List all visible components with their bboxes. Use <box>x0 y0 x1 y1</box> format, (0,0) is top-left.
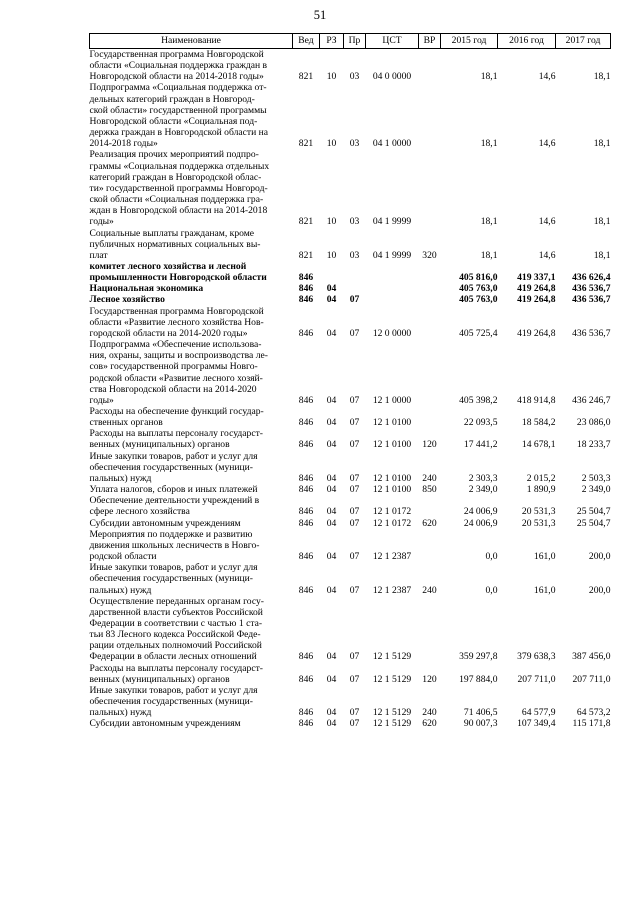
cell-cst <box>366 283 419 294</box>
cell-2017: 207 711,0 <box>572 673 611 685</box>
cell-ved: 846 <box>298 551 314 563</box>
cell-2016: 418 914,8 <box>517 394 556 406</box>
cell-name-line: сов» государственной программы Новго- <box>89 361 258 373</box>
cell-vr <box>419 306 441 339</box>
cell-name-line: публичных нормативных социальных вы- <box>89 238 261 250</box>
cell-name-line: пальных) нужд <box>89 707 152 719</box>
cell-cst: 12 1 0100 <box>372 484 412 496</box>
cell-pr: 03 <box>349 71 360 83</box>
table-row <box>90 718 611 729</box>
cell-2017: 387 456,0 <box>572 651 611 663</box>
cell-name-line: годы» <box>89 394 114 406</box>
cell-rz: 04 <box>326 417 337 429</box>
cell-2017: 436 536,7 <box>572 294 611 306</box>
cell-name-line: держка граждан в Новгородской области на <box>89 127 269 139</box>
cell-cst <box>366 261 419 283</box>
cell-cst: 04 0 0000 <box>372 71 412 83</box>
cell-ved: 821 <box>298 216 314 228</box>
cell-rz: 04 <box>326 584 337 596</box>
cell-2016: 419 264,8 <box>517 294 556 306</box>
table-row <box>90 685 611 718</box>
cell-ved: 846 <box>298 718 314 730</box>
cell-2015: 405 398,2 <box>459 394 498 406</box>
cell-vr <box>419 49 441 83</box>
cell-2017: 115 171,8 <box>572 718 611 730</box>
cell-name-line: ской области «Социальная поддержка гра- <box>89 194 264 206</box>
table-row <box>90 663 611 685</box>
cell-ved: 821 <box>298 71 314 83</box>
cell-2016: 1 890,9 <box>526 484 556 496</box>
cell-name-line: дарственной власти субъектов Российской <box>89 606 263 618</box>
cell-pr <box>344 283 366 294</box>
cell-2017: 436 536,7 <box>572 327 611 339</box>
cell-rz: 04 <box>326 707 337 719</box>
cell-2016: 419 264,8 <box>517 327 556 339</box>
cell-ved: 846 <box>298 272 314 284</box>
cell-vr: 120 <box>422 673 437 685</box>
cell-name-line: Уплата налогов, сборов и иных платежей <box>89 484 258 496</box>
cell-2017: 18,1 <box>593 216 611 228</box>
cell-2015: 2 349,0 <box>468 484 498 496</box>
cell-2015: 24 006,9 <box>463 506 498 518</box>
cell-cst: 04 1 9999 <box>372 249 412 261</box>
cell-2016: 20 531,3 <box>521 517 556 529</box>
cell-2015: 0,0 <box>485 551 498 563</box>
cell-name <box>90 529 293 562</box>
cell-name <box>90 663 293 685</box>
cell-2016: 419 337,1 <box>517 272 556 284</box>
cell-2017: 23 086,0 <box>576 417 611 429</box>
cell-pr: 07 <box>349 707 360 719</box>
cell-rz: 04 <box>326 327 337 339</box>
cell-name-line: Мероприятия по поддержке и развитию <box>89 528 253 540</box>
cell-2016: 107 349,4 <box>517 718 556 730</box>
cell-vr: 240 <box>422 472 437 484</box>
cell-2015: 22 093,5 <box>463 417 498 429</box>
cell-name-line: комитет лесного хозяйства и лесной <box>89 260 247 272</box>
cell-cst: 12 1 2387 <box>372 584 412 596</box>
cell-2017: 436 536,7 <box>572 283 611 295</box>
cell-ved: 846 <box>298 506 314 518</box>
cell-2016: 379 638,3 <box>517 651 556 663</box>
cell-ved: 846 <box>298 394 314 406</box>
table-row <box>90 529 611 562</box>
cell-cst: 12 1 5129 <box>372 651 412 663</box>
cell-name-line: Субсидии автономным учреждениям <box>89 517 241 529</box>
cell-name-line: Расходы на выплаты персоналу государст- <box>89 428 263 440</box>
cell-ved: 846 <box>298 327 314 339</box>
cell-2017: 200,0 <box>588 551 611 563</box>
cell-name-line: дельных категорий граждан в Новгород- <box>89 93 255 105</box>
cell-name-line: Лесное хозяйство <box>89 294 165 306</box>
cell-name-line: Иные закупки товаров, работ и услуг для <box>89 684 258 696</box>
cell-cst: 12 1 0000 <box>372 394 412 406</box>
cell-name <box>90 294 293 305</box>
cell-name-line: области «Развитие лесного хозяйства Нов- <box>89 316 264 328</box>
cell-rz: 04 <box>326 472 337 484</box>
header-name: Наименование <box>90 34 293 49</box>
cell-name-line: Подпрограмма «Обеспечение использова- <box>89 339 262 351</box>
table-row <box>90 339 611 406</box>
cell-pr: 07 <box>349 584 360 596</box>
table-row <box>90 149 611 227</box>
cell-2016: 161,0 <box>533 551 556 563</box>
cell-2017: 436 626,4 <box>572 272 611 284</box>
cell-name <box>90 406 293 428</box>
cell-rz: 04 <box>326 283 337 295</box>
cell-2017: 25 504,7 <box>576 506 611 518</box>
cell-name-line: сфере лесного хозяйства <box>89 506 190 518</box>
cell-name-line: Обеспечение деятельности учреждений в <box>89 495 260 507</box>
table-row <box>90 82 611 149</box>
cell-pr: 07 <box>349 673 360 685</box>
table-row <box>90 406 611 428</box>
cell-2016: 14 678,1 <box>521 439 556 451</box>
cell-2016: 207 711,0 <box>517 673 556 685</box>
cell-name-line: обеспечения государственных (муници- <box>89 573 254 585</box>
cell-2017: 18,1 <box>593 138 611 150</box>
cell-2016: 161,0 <box>533 584 556 596</box>
header-rz: РЗ <box>320 34 344 49</box>
cell-vr: 240 <box>422 584 437 596</box>
cell-pr: 07 <box>349 439 360 451</box>
cell-pr: 07 <box>349 472 360 484</box>
cell-name-line: Государственная программа Новгородской <box>89 49 264 60</box>
cell-2015: 405 763,0 <box>459 294 498 306</box>
cell-pr: 07 <box>349 718 360 730</box>
table-row <box>90 228 611 261</box>
cell-pr: 07 <box>349 517 360 529</box>
cell-name-line: пальных) нужд <box>89 472 152 484</box>
cell-cst: 12 1 0172 <box>372 517 412 529</box>
cell-rz: 04 <box>326 517 337 529</box>
cell-2017: 436 246,7 <box>572 394 611 406</box>
cell-name <box>90 451 293 484</box>
header-pr: Пр <box>344 34 366 49</box>
cell-2016: 2 015,2 <box>526 472 556 484</box>
cell-pr: 03 <box>349 138 360 150</box>
cell-ved: 846 <box>298 439 314 451</box>
cell-2016: 14,6 <box>538 71 556 83</box>
table-row <box>90 49 611 83</box>
cell-vr <box>419 596 441 663</box>
table-row <box>90 484 611 495</box>
cell-cst: 12 1 0100 <box>372 417 412 429</box>
cell-vr <box>419 82 441 149</box>
cell-cst: 12 0 0000 <box>372 327 412 339</box>
cell-2015: 405 816,0 <box>459 272 498 284</box>
cell-rz: 04 <box>326 506 337 518</box>
cell-2016: 14,6 <box>538 249 556 261</box>
cell-name-line: Новгородской области «Социальная под- <box>89 115 258 127</box>
cell-ved: 846 <box>298 707 314 719</box>
header-2015: 2015 год <box>441 34 498 49</box>
cell-name-line: Осуществление переданных органам госу- <box>89 595 264 607</box>
cell-2015: 197 884,0 <box>459 673 498 685</box>
cell-pr: 07 <box>349 417 360 429</box>
cell-2015: 71 406,5 <box>463 707 498 719</box>
table-row <box>90 306 611 339</box>
cell-cst <box>366 294 419 305</box>
cell-cst: 12 1 5129 <box>372 673 412 685</box>
cell-vr: 620 <box>422 718 437 730</box>
table-row <box>90 428 611 450</box>
cell-name-line: плат <box>89 249 108 261</box>
cell-pr: 07 <box>349 651 360 663</box>
cell-name <box>90 149 293 227</box>
header-2017: 2017 год <box>556 34 611 49</box>
cell-2015: 359 297,8 <box>459 651 498 663</box>
cell-name-line: Реализация прочих мероприятий подпро- <box>89 149 259 161</box>
cell-ved: 846 <box>298 417 314 429</box>
cell-name-line: венных (муниципальных) органов <box>89 673 230 685</box>
cell-2017: 18 233,7 <box>576 439 611 451</box>
cell-name-line: граммы «Социальная поддержка отдельных <box>89 160 270 172</box>
cell-cst: 12 1 2387 <box>372 551 412 563</box>
cell-2016: 14,6 <box>538 138 556 150</box>
cell-name-line: ти» государственной программы Новгород- <box>89 182 268 194</box>
cell-pr: 07 <box>349 506 360 518</box>
cell-2015: 18,1 <box>480 249 498 261</box>
cell-ved: 846 <box>298 584 314 596</box>
cell-name-line: обеспечения государственных (муници- <box>89 461 254 473</box>
cell-2015: 2 303,3 <box>468 472 498 484</box>
cell-name-line: области «Социальная поддержка граждан в <box>89 60 268 72</box>
cell-2015: 24 006,9 <box>463 517 498 529</box>
cell-name-line: Расходы на выплаты персоналу государст- <box>89 662 263 674</box>
cell-name-line: категорий граждан в Новгородской облас- <box>89 171 262 183</box>
cell-name-line: рации отдельных полномочий Российской <box>89 640 262 652</box>
cell-name <box>90 261 293 283</box>
cell-cst: 12 1 0100 <box>372 472 412 484</box>
cell-name-line: Новгородской области на 2014-2018 годы» <box>89 71 264 83</box>
cell-name-line: обеспечения государственных (муници- <box>89 696 254 708</box>
cell-name <box>90 718 293 729</box>
cell-name <box>90 518 293 529</box>
cell-name <box>90 495 293 517</box>
cell-cst: 12 1 5129 <box>372 718 412 730</box>
cell-2016: 18 584,2 <box>521 417 556 429</box>
table-row <box>90 518 611 529</box>
cell-name-line: движения школьных лесничеств в Новго- <box>89 539 260 551</box>
cell-vr <box>419 294 441 305</box>
cell-name <box>90 283 293 294</box>
cell-pr: 07 <box>349 484 360 496</box>
table-row <box>90 451 611 484</box>
cell-rz: 10 <box>326 249 337 261</box>
cell-cst: 12 1 5129 <box>372 707 412 719</box>
cell-vr <box>419 339 441 406</box>
cell-ved: 846 <box>298 472 314 484</box>
cell-rz: 04 <box>326 294 337 306</box>
cell-pr: 03 <box>349 216 360 228</box>
cell-name-line: Иные закупки товаров, работ и услуг для <box>89 450 258 462</box>
cell-name <box>90 306 293 339</box>
cell-2017: 64 573,2 <box>576 707 611 719</box>
cell-2017: 25 504,7 <box>576 517 611 529</box>
cell-vr <box>419 283 441 294</box>
cell-cst: 04 1 0000 <box>372 138 412 150</box>
cell-2015: 90 007,3 <box>463 718 498 730</box>
cell-ved: 821 <box>298 138 314 150</box>
cell-cst: 12 1 0100 <box>372 439 412 451</box>
cell-name-line: ждан в Новгородской области на 2014-2018 <box>89 205 268 217</box>
table-row <box>90 596 611 663</box>
cell-name-line: Национальная экономика <box>89 283 204 295</box>
cell-2017: 2 503,3 <box>581 472 611 484</box>
cell-name-line: тьи 83 Лесного кодекса Российской Феде- <box>89 629 261 641</box>
cell-pr: 07 <box>349 551 360 563</box>
cell-2015: 405 725,4 <box>459 327 498 339</box>
cell-2016: 14,6 <box>538 216 556 228</box>
page-number: 51 <box>313 8 327 22</box>
header-vr: ВР <box>419 34 441 49</box>
cell-name-line: венных (муниципальных) органов <box>89 439 230 451</box>
cell-name <box>90 82 293 149</box>
cell-pr <box>344 261 366 283</box>
cell-2015: 0,0 <box>485 584 498 596</box>
cell-name-line: родской области <box>89 551 157 563</box>
cell-name <box>90 562 293 595</box>
cell-vr <box>419 261 441 283</box>
cell-rz: 04 <box>326 551 337 563</box>
cell-rz: 04 <box>326 651 337 663</box>
cell-rz: 04 <box>326 673 337 685</box>
cell-2015: 18,1 <box>480 216 498 228</box>
cell-name-line: Государственная программа Новгородской <box>89 305 264 317</box>
cell-name-line: Федерации в области лесных отношений <box>89 651 257 663</box>
cell-name-line: родской области «Развитие лесного хозяй- <box>89 372 263 384</box>
cell-name-line: промышленности Новгородской области <box>89 272 267 284</box>
cell-2015: 17 441,2 <box>463 439 498 451</box>
cell-2015: 18,1 <box>480 138 498 150</box>
cell-ved: 846 <box>298 283 314 295</box>
cell-2016: 419 264,8 <box>517 283 556 295</box>
cell-name <box>90 339 293 406</box>
cell-name <box>90 596 293 663</box>
cell-vr: 120 <box>422 439 437 451</box>
cell-vr: 850 <box>422 484 437 496</box>
cell-2015: 405 763,0 <box>459 283 498 295</box>
cell-cst: 04 1 9999 <box>372 216 412 228</box>
cell-pr: 07 <box>349 294 360 306</box>
cell-ved: 846 <box>298 673 314 685</box>
cell-vr <box>419 406 441 428</box>
cell-name-line: Подпрограмма «Социальная поддержка от- <box>89 82 267 94</box>
cell-2016: 64 577,9 <box>521 707 556 719</box>
table-row <box>90 562 611 595</box>
budget-table <box>89 33 611 730</box>
cell-name-line: ской области» государственной программы <box>89 104 267 116</box>
cell-name-line: Субсидии автономным учреждениям <box>89 718 241 730</box>
cell-rz: 10 <box>326 138 337 150</box>
cell-name <box>90 484 293 495</box>
cell-name-line: городской области на 2014-2020 годы» <box>89 327 248 339</box>
table-row <box>90 294 611 305</box>
cell-pr: 07 <box>349 327 360 339</box>
table-row <box>90 283 611 294</box>
cell-cst: 12 1 0172 <box>372 506 412 518</box>
cell-name <box>90 428 293 450</box>
cell-ved: 821 <box>298 249 314 261</box>
cell-rz: 10 <box>326 71 337 83</box>
header-2016: 2016 год <box>498 34 556 49</box>
cell-name-line: ния, охраны, защиты и воспроизводства ле- <box>89 350 268 362</box>
cell-pr: 07 <box>349 394 360 406</box>
cell-ved: 846 <box>298 517 314 529</box>
cell-rz <box>320 261 344 283</box>
cell-name <box>90 685 293 718</box>
cell-2016: 20 531,3 <box>521 506 556 518</box>
header-cst: ЦСТ <box>366 34 419 49</box>
cell-2017: 18,1 <box>593 249 611 261</box>
cell-name <box>90 49 293 83</box>
header-ved: Вед <box>293 34 320 49</box>
cell-name-line: Социальные выплаты гражданам, кроме <box>89 227 255 239</box>
table-row <box>90 495 611 517</box>
cell-2017: 200,0 <box>588 584 611 596</box>
cell-vr <box>419 495 441 517</box>
cell-name-line: ственных органов <box>89 417 163 429</box>
cell-rz: 10 <box>326 216 337 228</box>
cell-rz: 04 <box>326 394 337 406</box>
cell-rz: 04 <box>326 718 337 730</box>
cell-name-line: Федерации в соответствии с частью 1 ста- <box>89 617 263 629</box>
cell-name-line: Иные закупки товаров, работ и услуг для <box>89 562 258 574</box>
cell-ved: 846 <box>298 294 314 306</box>
cell-name-line: ства Новгородской области на 2014-2020 <box>89 383 257 395</box>
cell-2015: 18,1 <box>480 71 498 83</box>
cell-name-line: годы» <box>89 216 114 228</box>
cell-vr: 320 <box>422 249 437 261</box>
table-header-row <box>90 34 611 49</box>
cell-pr: 03 <box>349 249 360 261</box>
cell-name-line: пальных) нужд <box>89 584 152 596</box>
cell-name <box>90 228 293 261</box>
cell-2017: 18,1 <box>593 71 611 83</box>
cell-ved: 846 <box>298 484 314 496</box>
cell-rz: 04 <box>326 484 337 496</box>
table-row <box>90 261 611 283</box>
cell-ved: 846 <box>298 651 314 663</box>
cell-2017: 2 349,0 <box>581 484 611 496</box>
cell-rz: 04 <box>326 439 337 451</box>
cell-name-line: Расходы на обеспечение функций государ- <box>89 406 264 417</box>
cell-vr: 240 <box>422 707 437 719</box>
cell-vr <box>419 529 441 562</box>
cell-vr: 620 <box>422 517 437 529</box>
cell-vr <box>419 149 441 227</box>
cell-name-line: 2014-2018 годы» <box>89 138 158 150</box>
